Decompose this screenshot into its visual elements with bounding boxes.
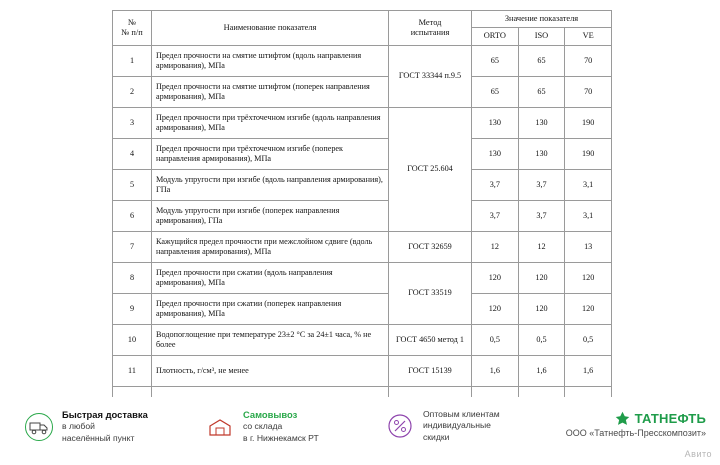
- brand-logo: [566, 411, 706, 426]
- row-number: 1: [113, 45, 152, 76]
- row-method: ГОСТ 33344 п.9.5: [389, 45, 472, 107]
- header-col-iso: ISO: [518, 28, 565, 45]
- row-number: 5: [113, 169, 152, 200]
- row-indicator: Водопоглощение при температуре 23±2 °С за 24±1 часа, % не более: [152, 324, 389, 355]
- table-row: [113, 76, 612, 107]
- row-value-orto: 65: [472, 45, 519, 76]
- discount-percent-icon: [385, 411, 415, 441]
- table-row: [113, 324, 612, 355]
- row-value-iso: 12: [518, 231, 565, 262]
- row-value-ve: 13: [565, 231, 612, 262]
- header-number-line2: № п/п: [121, 27, 143, 37]
- row-number: 8: [113, 262, 152, 293]
- tatneft-logo-icon: [615, 411, 630, 426]
- header-method-line1: Метод: [418, 17, 442, 27]
- row-number: 9: [113, 293, 152, 324]
- row-value-ve: 0,5: [565, 324, 612, 355]
- brand-company: ООО «Татнефть-Пресскомпозит»: [565, 428, 706, 438]
- spec-table: [112, 10, 612, 418]
- feature-delivery-line2: в любой: [62, 421, 95, 432]
- row-number: 3: [113, 107, 152, 138]
- table-row: [113, 293, 612, 324]
- table-row: [113, 169, 612, 200]
- row-number: 7: [113, 231, 152, 262]
- row-value-iso: 130: [518, 107, 565, 138]
- row-value-orto: 120: [472, 262, 519, 293]
- row-value-iso: 1,6: [518, 355, 565, 386]
- feature-discount-line2: индивидуальные: [423, 420, 491, 431]
- row-number: 4: [113, 138, 152, 169]
- row-value-ve: 70: [565, 45, 612, 76]
- row-value-iso: 65: [518, 45, 565, 76]
- row-method: ГОСТ 33519: [389, 262, 472, 324]
- header-col-orto: ORTO: [472, 28, 519, 45]
- row-value-iso: 65: [518, 76, 565, 107]
- feature-pickup: [205, 409, 319, 444]
- row-indicator: Модуль упругости при изгибе (вдоль направления армирования), ГПа: [152, 169, 389, 200]
- warehouse-icon: [205, 412, 235, 442]
- row-value-ve: 70: [565, 76, 612, 107]
- row-value-orto: 3,7: [472, 169, 519, 200]
- row-value-iso: 3,7: [518, 169, 565, 200]
- feature-pickup-title: Самовывоз: [243, 409, 298, 420]
- row-value-iso: 130: [518, 138, 565, 169]
- row-value-ve: 3,1: [565, 200, 612, 231]
- spec-table-head: [113, 11, 612, 46]
- feature-discount-line3: скидки: [423, 431, 450, 442]
- table-row: [113, 107, 612, 138]
- row-indicator: Предел прочности при трёхточечном изгибе (поперек направления армирования), МПа: [152, 138, 389, 169]
- row-indicator: Кажущийся предел прочности при межслойном сдвиге (вдоль направления армирования), МПа: [152, 231, 389, 262]
- header-col-ve: VE: [565, 28, 612, 45]
- row-value-orto: 130: [472, 107, 519, 138]
- row-method: ГОСТ 15139: [389, 355, 472, 386]
- table-row: [113, 200, 612, 231]
- delivery-truck-icon: [24, 412, 54, 442]
- brand-block: [566, 411, 706, 438]
- header-value-group: Значение показателя: [472, 11, 612, 28]
- features-strip: [0, 397, 720, 465]
- brand-name: ТАТНЕФТЬ: [634, 411, 706, 426]
- header-test-method: [389, 11, 472, 46]
- row-value-iso: 3,7: [518, 200, 565, 231]
- row-number: 10: [113, 324, 152, 355]
- header-indicator-name: Наименование показателя: [152, 11, 389, 46]
- watermark: Авито: [684, 449, 712, 459]
- row-method: ГОСТ 4650 метод 1: [389, 324, 472, 355]
- row-value-orto: 3,7: [472, 200, 519, 231]
- row-value-orto: 0,5: [472, 324, 519, 355]
- table-row: [113, 138, 612, 169]
- row-value-iso: 0,5: [518, 324, 565, 355]
- feature-delivery-line3: населённый пункт: [62, 432, 135, 443]
- row-indicator: Предел прочности при сжатии (вдоль направления армирования), МПа: [152, 262, 389, 293]
- table-row: [113, 262, 612, 293]
- feature-discount-line1: Оптовым клиентам: [423, 409, 500, 419]
- row-value-ve: 120: [565, 293, 612, 324]
- row-value-ve: 190: [565, 107, 612, 138]
- row-value-orto: 12: [472, 231, 519, 262]
- feature-discount: [385, 409, 500, 443]
- row-value-ve: 120: [565, 262, 612, 293]
- row-method: ГОСТ 32659: [389, 231, 472, 262]
- feature-pickup-text: [243, 409, 319, 444]
- spec-table-body: [113, 45, 612, 417]
- row-indicator: Предел прочности на смятие штифтом (вдоль направления армирования), МПа: [152, 45, 389, 76]
- table-row: [113, 355, 612, 386]
- row-indicator: Предел прочности при сжатии (поперек направления армирования), МПа: [152, 293, 389, 324]
- header-number: [113, 11, 152, 46]
- row-value-orto: 130: [472, 138, 519, 169]
- row-number: 11: [113, 355, 152, 386]
- table-header-row-1: [113, 11, 612, 28]
- row-indicator: Предел прочности на смятие штифтом (поперек направления армирования), МПа: [152, 76, 389, 107]
- row-value-iso: 120: [518, 262, 565, 293]
- row-value-iso: 120: [518, 293, 565, 324]
- row-value-orto: 120: [472, 293, 519, 324]
- spec-table-container: [112, 10, 612, 418]
- feature-delivery: [24, 409, 148, 444]
- row-indicator: Модуль упругости при изгибе (поперек направления армирования), ГПа: [152, 200, 389, 231]
- header-number-line1: №: [128, 17, 136, 27]
- feature-delivery-text: [62, 409, 148, 444]
- row-value-orto: 1,6: [472, 355, 519, 386]
- feature-pickup-line2: со склада: [243, 421, 283, 432]
- row-number: 6: [113, 200, 152, 231]
- row-value-orto: 65: [472, 76, 519, 107]
- header-method-line2: испытания: [410, 27, 450, 37]
- feature-delivery-title: Быстрая доставка: [62, 409, 148, 420]
- row-value-ve: 1,6: [565, 355, 612, 386]
- row-method: ГОСТ 25.604: [389, 107, 472, 231]
- row-indicator: Плотность, г/см³, не менее: [152, 355, 389, 386]
- row-number: 2: [113, 76, 152, 107]
- feature-pickup-line3: в г. Нижнекамск РТ: [243, 432, 319, 443]
- table-row: [113, 231, 612, 262]
- feature-discount-text: [423, 409, 500, 443]
- row-indicator: Предел прочности при трёхточечном изгибе (вдоль направления армирования), МПа: [152, 107, 389, 138]
- row-value-ve: 3,1: [565, 169, 612, 200]
- table-row: [113, 45, 612, 76]
- row-value-ve: 190: [565, 138, 612, 169]
